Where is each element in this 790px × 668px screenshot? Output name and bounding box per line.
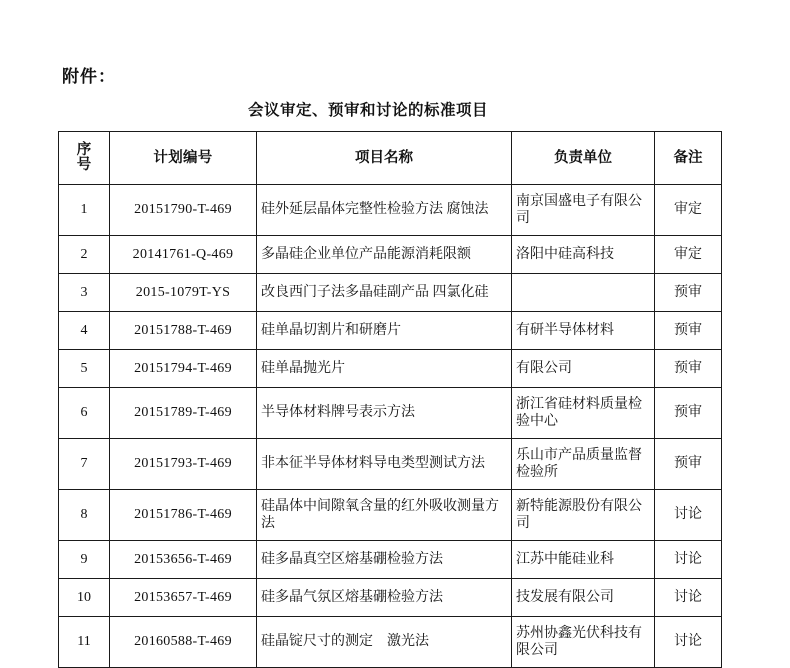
column-header-project-name: 项目名称 xyxy=(257,132,512,185)
table-row xyxy=(59,350,722,388)
cell-unit: 有研半导体材料 xyxy=(512,312,655,350)
cell-seq: 3 xyxy=(59,274,110,312)
table-row xyxy=(59,490,722,541)
table-row xyxy=(59,388,722,439)
cell-unit: 新特能源股份有限公司 xyxy=(512,490,655,541)
page-title: 会议审定、预审和讨论的标准项目 xyxy=(247,102,488,119)
table-row xyxy=(59,185,722,236)
cell-plan-no: 20160588-T-469 xyxy=(110,617,257,668)
cell-unit: 洛阳中硅高科技 xyxy=(512,236,655,274)
cell-seq: 5 xyxy=(59,350,110,388)
table-row xyxy=(59,541,722,579)
cell-remark: 讨论 xyxy=(655,541,722,579)
cell-seq: 11 xyxy=(59,617,110,668)
cell-plan-no: 2015-1079T-YS xyxy=(110,274,257,312)
column-header-unit: 负责单位 xyxy=(512,132,655,185)
cell-seq: 2 xyxy=(59,236,110,274)
cell-unit: 江苏中能硅业科 xyxy=(512,541,655,579)
cell-project-name: 硅外延层晶体完整性检验方法 腐蚀法 xyxy=(257,185,512,236)
table-row xyxy=(59,439,722,490)
cell-remark: 讨论 xyxy=(655,617,722,668)
cell-project-name: 多晶硅企业单位产品能源消耗限额 xyxy=(257,236,512,274)
cell-plan-no: 20153657-T-469 xyxy=(110,579,257,617)
cell-project-name: 硅单晶抛光片 xyxy=(257,350,512,388)
table-row xyxy=(59,312,722,350)
cell-unit xyxy=(512,274,655,312)
cell-remark: 审定 xyxy=(655,185,722,236)
cell-remark: 讨论 xyxy=(655,579,722,617)
cell-seq: 7 xyxy=(59,439,110,490)
cell-remark: 预审 xyxy=(655,312,722,350)
cell-remark: 预审 xyxy=(655,388,722,439)
cell-remark: 审定 xyxy=(655,236,722,274)
cell-project-name: 硅多晶真空区熔基硼检验方法 xyxy=(257,541,512,579)
cell-unit: 乐山市产品质量监督检验所 xyxy=(512,439,655,490)
table-header-row xyxy=(59,132,722,185)
cell-plan-no: 20151793-T-469 xyxy=(110,439,257,490)
column-header-remark: 备注 xyxy=(655,132,722,185)
attachment-label: 附件： xyxy=(62,67,116,86)
cell-project-name: 半导体材料牌号表示方法 xyxy=(257,388,512,439)
cell-seq: 6 xyxy=(59,388,110,439)
cell-seq: 8 xyxy=(59,490,110,541)
cell-plan-no: 20151794-T-469 xyxy=(110,350,257,388)
cell-remark: 预审 xyxy=(655,439,722,490)
cell-project-name: 硅晶体中间隙氧含量的红外吸收测量方法 xyxy=(257,490,512,541)
cell-project-name: 非本征半导体材料导电类型测试方法 xyxy=(257,439,512,490)
cell-plan-no: 20151788-T-469 xyxy=(110,312,257,350)
cell-plan-no: 20151789-T-469 xyxy=(110,388,257,439)
cell-seq: 1 xyxy=(59,185,110,236)
column-header-plan-no: 计划编号 xyxy=(110,132,257,185)
cell-unit: 浙江省硅材料质量检验中心 xyxy=(512,388,655,439)
cell-seq: 4 xyxy=(59,312,110,350)
cell-project-name: 硅晶锭尺寸的测定 激光法 xyxy=(257,617,512,668)
table-row xyxy=(59,236,722,274)
cell-unit: 技发展有限公司 xyxy=(512,579,655,617)
cell-project-name: 硅单晶切割片和研磨片 xyxy=(257,312,512,350)
cell-plan-no: 20151786-T-469 xyxy=(110,490,257,541)
table-row xyxy=(59,617,722,668)
column-header-seq-line1: 序 xyxy=(76,141,92,158)
cell-plan-no: 20153656-T-469 xyxy=(110,541,257,579)
table-header xyxy=(59,132,722,185)
table-body xyxy=(59,185,722,668)
cell-unit: 苏州协鑫光伏科技有限公司 xyxy=(512,617,655,668)
cell-unit: 南京国盛电子有限公司 xyxy=(512,185,655,236)
cell-seq: 9 xyxy=(59,541,110,579)
cell-unit: 有限公司 xyxy=(512,350,655,388)
cell-project-name: 改良西门子法多晶硅副产品 四氯化硅 xyxy=(257,274,512,312)
column-header-seq-line2: 号 xyxy=(76,157,92,173)
cell-remark: 讨论 xyxy=(655,490,722,541)
column-header-seq xyxy=(59,132,110,185)
cell-remark: 预审 xyxy=(655,350,722,388)
cell-seq: 10 xyxy=(59,579,110,617)
cell-plan-no: 20141761-Q-469 xyxy=(110,236,257,274)
cell-project-name: 硅多晶气氛区熔基硼检验方法 xyxy=(257,579,512,617)
cell-remark: 预审 xyxy=(655,274,722,312)
table-row xyxy=(59,274,722,312)
table-row xyxy=(59,579,722,617)
standards-table xyxy=(58,131,722,668)
cell-plan-no: 20151790-T-469 xyxy=(110,185,257,236)
